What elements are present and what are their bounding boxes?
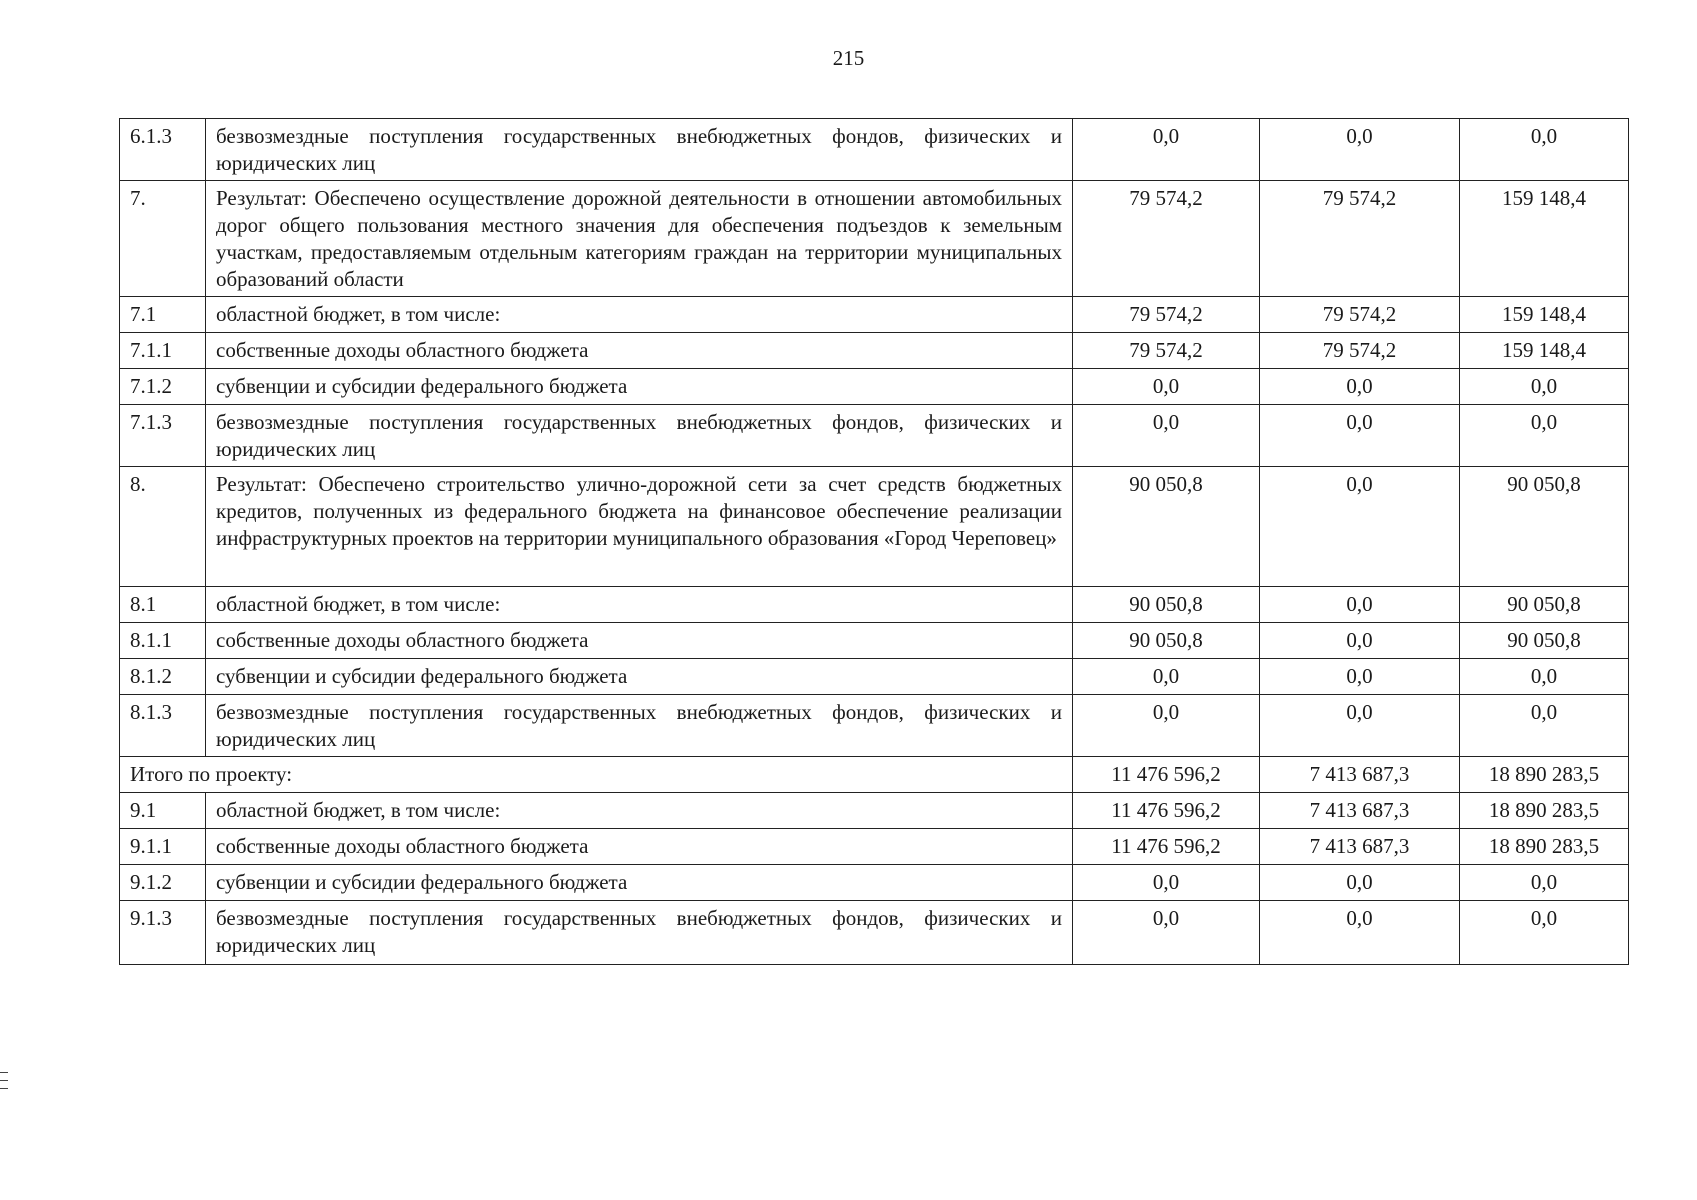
value-cell-1: 0,0	[1073, 369, 1260, 405]
value-cell-1: 0,0	[1073, 405, 1260, 467]
table-row	[120, 865, 1629, 901]
value-cell-3: 18 890 283,5	[1460, 829, 1629, 865]
value-cell-1: 0,0	[1073, 119, 1260, 181]
value-cell-2: 0,0	[1260, 623, 1460, 659]
budget-table	[119, 118, 1629, 965]
row-description: собственные доходы областного бюджета	[206, 333, 1073, 369]
value-cell-1: 0,0	[1073, 901, 1260, 965]
row-number: 8.1.2	[120, 659, 206, 695]
value-cell-3: 159 148,4	[1460, 333, 1629, 369]
value-cell-1: 79 574,2	[1073, 181, 1260, 297]
value-cell-2: 0,0	[1260, 865, 1460, 901]
row-description: безвозмездные поступления государственных внебюджетных фондов, физических и юридических лиц	[206, 901, 1073, 965]
value-cell-2: 0,0	[1260, 405, 1460, 467]
value-cell-3: 159 148,4	[1460, 297, 1629, 333]
scan-margin-marks	[0, 1072, 8, 1096]
table-row	[120, 829, 1629, 865]
row-description: областной бюджет, в том числе:	[206, 297, 1073, 333]
row-description: собственные доходы областного бюджета	[206, 623, 1073, 659]
row-description: собственные доходы областного бюджета	[206, 829, 1073, 865]
value-cell-3: 159 148,4	[1460, 181, 1629, 297]
table-row	[120, 119, 1629, 181]
row-number: 7.1.2	[120, 369, 206, 405]
total-value-3: 18 890 283,5	[1460, 757, 1629, 793]
table-row	[120, 333, 1629, 369]
row-number: 7.	[120, 181, 206, 297]
value-cell-2: 0,0	[1260, 119, 1460, 181]
row-description: Результат: Обеспечено строительство улично-дорожной сети за счет средств бюджетных кредитов, полученных из федерального бюджета на финансовое обеспечение реализации инфраструктурных проектов на территории муниципального образования «Город Череповец»	[206, 467, 1073, 587]
value-cell-1: 79 574,2	[1073, 333, 1260, 369]
table-row	[120, 297, 1629, 333]
value-cell-3: 0,0	[1460, 659, 1629, 695]
row-number: 8.1.3	[120, 695, 206, 757]
row-description: субвенции и субсидии федерального бюджета	[206, 659, 1073, 695]
value-cell-3: 90 050,8	[1460, 467, 1629, 587]
value-cell-2: 79 574,2	[1260, 297, 1460, 333]
row-number: 9.1.3	[120, 901, 206, 965]
row-description: безвозмездные поступления государственных внебюджетных фондов, физических и юридических лиц	[206, 695, 1073, 757]
value-cell-2: 79 574,2	[1260, 333, 1460, 369]
row-description: субвенции и субсидии федерального бюджета	[206, 369, 1073, 405]
value-cell-2: 0,0	[1260, 587, 1460, 623]
table-row	[120, 901, 1629, 965]
row-description: безвозмездные поступления государственных внебюджетных фондов, физических и юридических лиц	[206, 119, 1073, 181]
value-cell-3: 18 890 283,5	[1460, 793, 1629, 829]
row-description: областной бюджет, в том числе:	[206, 587, 1073, 623]
row-number: 9.1.2	[120, 865, 206, 901]
table-row	[120, 695, 1629, 757]
table-row	[120, 623, 1629, 659]
row-number: 8.1	[120, 587, 206, 623]
table-row	[120, 369, 1629, 405]
row-number: 7.1.3	[120, 405, 206, 467]
total-value-2: 7 413 687,3	[1260, 757, 1460, 793]
value-cell-3: 0,0	[1460, 865, 1629, 901]
row-description: Результат: Обеспечено осуществление дорожной деятельности в отношении автомобильных дорог общего пользования местного значения для обеспечения подъездов к земельным участкам, предоставляемым отдельным категориям граждан на территории муниципальных образований области	[206, 181, 1073, 297]
value-cell-3: 0,0	[1460, 405, 1629, 467]
value-cell-3: 90 050,8	[1460, 587, 1629, 623]
value-cell-1: 0,0	[1073, 695, 1260, 757]
row-number: 7.1	[120, 297, 206, 333]
table-row	[120, 659, 1629, 695]
value-cell-1: 0,0	[1073, 865, 1260, 901]
row-number: 6.1.3	[120, 119, 206, 181]
row-number: 8.	[120, 467, 206, 587]
row-description: безвозмездные поступления государственных внебюджетных фондов, физических и юридических лиц	[206, 405, 1073, 467]
value-cell-3: 0,0	[1460, 901, 1629, 965]
total-value-1: 11 476 596,2	[1073, 757, 1260, 793]
total-label: Итого по проекту:	[120, 757, 1073, 793]
table-row	[120, 405, 1629, 467]
value-cell-1: 90 050,8	[1073, 587, 1260, 623]
table-row	[120, 587, 1629, 623]
value-cell-1: 79 574,2	[1073, 297, 1260, 333]
table-row	[120, 467, 1629, 587]
value-cell-1: 11 476 596,2	[1073, 793, 1260, 829]
table-row	[120, 793, 1629, 829]
row-description: областной бюджет, в том числе:	[206, 793, 1073, 829]
value-cell-2: 79 574,2	[1260, 181, 1460, 297]
table-row	[120, 181, 1629, 297]
value-cell-3: 0,0	[1460, 695, 1629, 757]
value-cell-1: 11 476 596,2	[1073, 829, 1260, 865]
value-cell-2: 0,0	[1260, 659, 1460, 695]
value-cell-3: 90 050,8	[1460, 623, 1629, 659]
value-cell-3: 0,0	[1460, 369, 1629, 405]
page-number: 215	[832, 46, 865, 70]
total-row	[120, 757, 1629, 793]
value-cell-2: 0,0	[1260, 369, 1460, 405]
value-cell-2: 0,0	[1260, 901, 1460, 965]
value-cell-2: 7 413 687,3	[1260, 793, 1460, 829]
value-cell-2: 0,0	[1260, 695, 1460, 757]
value-cell-1: 90 050,8	[1073, 623, 1260, 659]
value-cell-1: 90 050,8	[1073, 467, 1260, 587]
value-cell-2: 7 413 687,3	[1260, 829, 1460, 865]
value-cell-2: 0,0	[1260, 467, 1460, 587]
value-cell-1: 0,0	[1073, 659, 1260, 695]
row-description: субвенции и субсидии федерального бюджета	[206, 865, 1073, 901]
row-number: 9.1.1	[120, 829, 206, 865]
row-number: 8.1.1	[120, 623, 206, 659]
row-number: 9.1	[120, 793, 206, 829]
value-cell-3: 0,0	[1460, 119, 1629, 181]
row-number: 7.1.1	[120, 333, 206, 369]
